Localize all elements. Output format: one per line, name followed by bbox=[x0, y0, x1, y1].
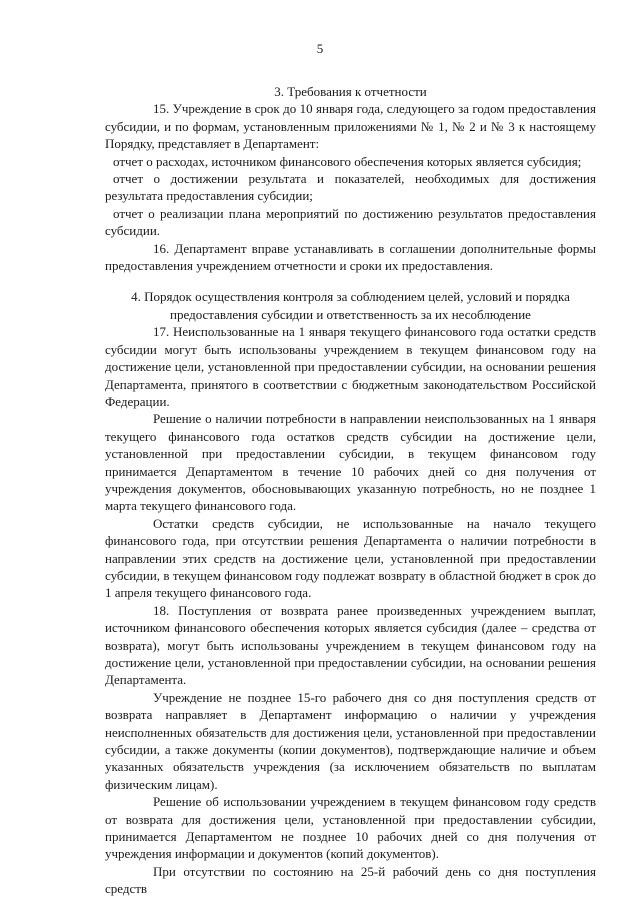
paragraph-17: 17. Неиспользованные на 1 января текущего финансового года остатки средств субсидии могут быть использованы учреждением в текущем финансовом году на достижение цели, установленной при предоставлении субсидии, на основании решения Департамента, принятого в соответствии с бюджетным законодательством Российской Федерации. bbox=[105, 324, 596, 409]
paragraph-18-absence: При отсутствии по состоянию на 25-й рабочий день со дня поступления средств bbox=[105, 863, 596, 897]
section-4-heading-line-1: 4. Порядок осуществления контроля за соблюдением целей, условий и порядка bbox=[131, 289, 570, 305]
paragraph-15: 15. Учреждение в срок до 10 января года, следующего за годом предоставления субсидии, и по формам, установленным приложениями № 1, № 2 и № 3 к настоящему Порядку, представляет в Департамент: bbox=[105, 101, 596, 152]
paragraph-17-decision: Решение о наличии потребности в направлении неиспользованных на 1 января текущего финансового года остатков средств субсидии на достижение цели, установленной при предоставлении субсидии, в текущем финансовом году принимается Департаментом в течение 10 рабочих дней со дня получения от учреждения документов, обосновывающих указанную потребность, но не позднее 1 марта текущего финансового года. bbox=[105, 411, 596, 514]
paragraph-18-notice: Учреждение не позднее 15-го рабочего дня со дня поступления средств от возврата направляет в Департамент информацию о наличии у учреждения неисполненных обязательств для достижения цели, установленной при предоставлении субсидии, а также документы (копии документов), подтверждающие наличие и объем указанных обязательств учреждения (за исключением обязательств по выплатам физическим лицам). bbox=[105, 689, 596, 792]
paragraph-17-remainder: Остатки средств субсидии, не использованные на начало текущего финансового года, при отсутствии решения Департамента о наличии потребности в направлении этих средств на достижение цели, установленной при предоставлении субсидии, в текущем финансовом году подлежат возврату в областной бюджет в срок до 1 апреля текущего финансового года. bbox=[105, 515, 596, 601]
page-number: 5 bbox=[316, 41, 324, 56]
paragraph-16: 16. Департамент вправе устанавливать в соглашении дополнительные формы предоставления учреждением отчетности и сроки их предоставления. bbox=[105, 240, 596, 274]
section-4-heading-line-2: предоставления субсидии и ответственность за их несоблюдение bbox=[170, 306, 531, 322]
paragraph-18: 18. Поступления от возврата ранее произведенных учреждением выплат, источником финансового обеспечения которых является субсидия (далее – средства от возврата), могут быть использованы учреждением в текущем финансовом году на достижение цели, установленной при предоставлении субсидии, на основании решения Департамента. bbox=[105, 602, 596, 688]
report-item-expenses: отчет о расходах, источником финансового обеспечения которых является субсидия; bbox=[113, 153, 582, 169]
section-3-heading: 3. Требования к отчетности bbox=[274, 84, 427, 99]
paragraph-18-decision: Решение об использовании учреждением в текущем финансовом году средств от возврата для достижения цели, установленной при предоставлении субсидии, принимается Департаментом не позднее 10 рабочих дней со дня получения от учреждения информации и документов (копий документов). bbox=[105, 794, 596, 862]
report-item-results: отчет о достижении результата и показателей, необходимых для достижения результата предоставления субсидии; bbox=[105, 171, 596, 204]
document-body bbox=[105, 83, 596, 898]
report-item-plan: отчет о реализации плана мероприятий по достижению результатов предоставления субсидии. bbox=[105, 205, 596, 239]
